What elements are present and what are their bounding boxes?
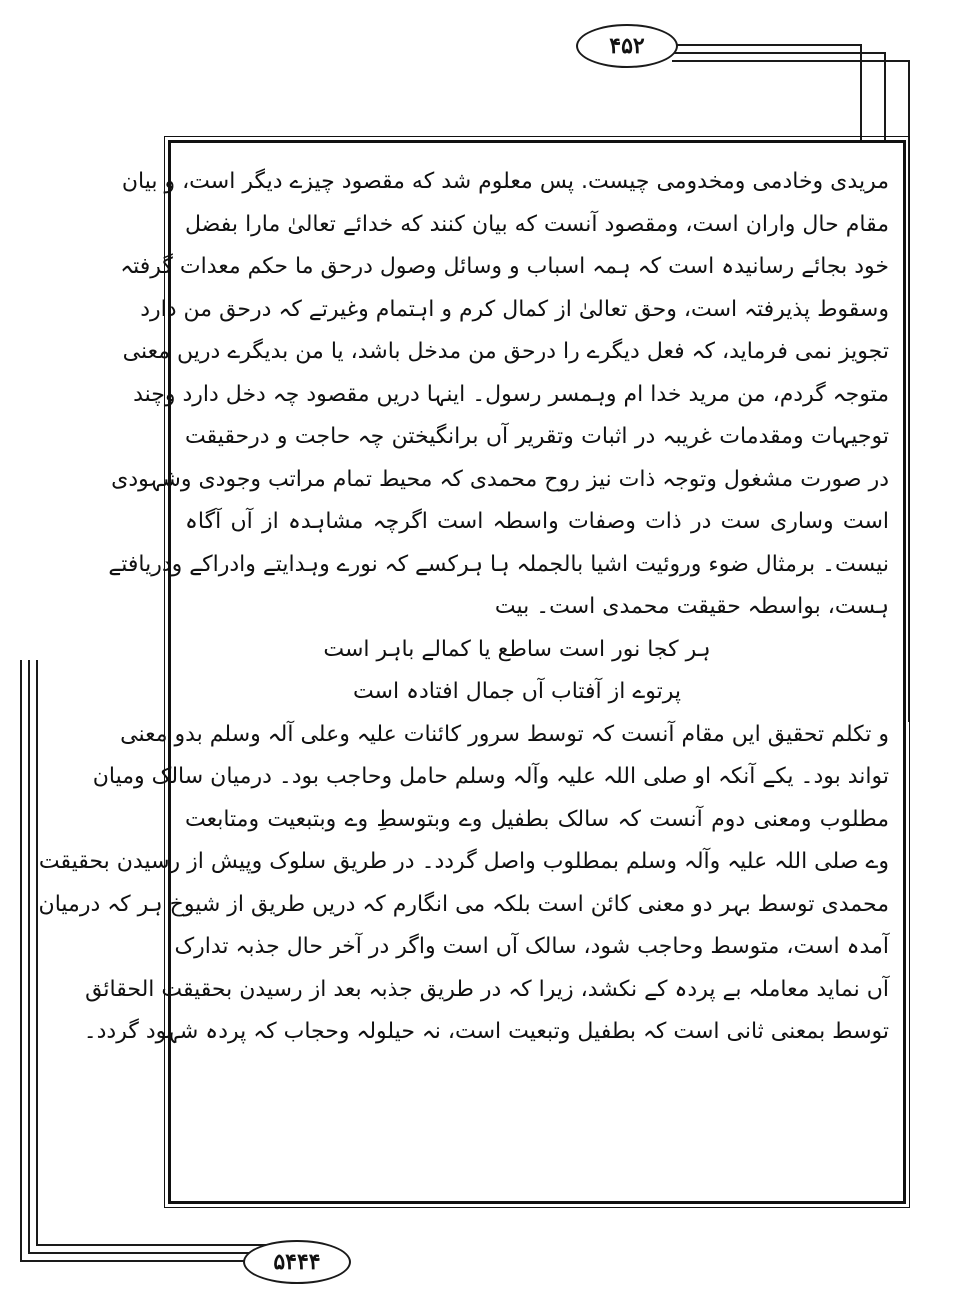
top-page-number: ۴۵۲ <box>576 24 678 68</box>
text-line-11: ہست، بواسطہ حقیقت محمدی است۔ بیت <box>494 594 889 619</box>
text-line-15: وے صلی اللہ علیہ وآلہ وسلم بمطلوب واصل گردد۔ در طریق سلوک وپیش از رسیدن بحقیقت <box>38 849 889 874</box>
text-line-16: محمدی توسط بہر دو معنی کائن است بلکہ می انگارم کہ دریں طریق از شیوخ ہر کہ درمیان <box>38 891 889 917</box>
text-line-8: در صورت مشغول وتوجہ ذات نیز روح محمدی کہ محیط تمام مراتب وجودی وشہودی <box>111 466 889 492</box>
text-line-19: توسط بمعنی ثانی است کہ بطفیل وتبعیت است، نہ حیلولہ وحجاب کہ پردہ شہود گردد۔ <box>83 1019 889 1044</box>
text-block <box>38 140 906 1204</box>
text-line-3: خود بجائے رسانیدہ است کہ ہمہ اسباب و وسائل وصول درحق ما حکم معدات گرفتہ <box>120 254 889 279</box>
text-line-2: مقام حال واران است، ومقصود آنست که بیان کنند که خدائے تعالیٰ مارا بفضل <box>185 211 889 237</box>
text-line-7: توجیہات ومقدمات غریبہ در اثبات وتقریر آں برانگیختن چہ حاجت و درحقیقت <box>185 424 889 449</box>
text-line-18: آں نماید معاملہ بے پردہ کے نکشد، زیرا کہ در طریق جذبہ بعد از رسیدن بحقیقت الحقائق <box>85 976 889 1002</box>
text-line-10: نیست۔ برمثال ضوء وروئیت اشیا بالجملہ ہا ہرکسے کہ نورے وہدایتے وادراکے ودریافتے <box>108 551 889 577</box>
text-line-9: است وساری ست در ذات وصفات واسطہ است اگرچہ مشاہدہ از آں آگاہ <box>185 509 889 534</box>
text-line-14: مطلوب ومعنی دوم آنست کہ سالک بطفیل وے وبتوسطِ وے وبتبعیت ومتابعت <box>185 806 889 832</box>
text-line-4: وسقوط پذیرفتہ است، وحق تعالیٰ از کمال کرم و اہتمام وغیرتے کہ درحق من دارد <box>140 296 889 322</box>
text-line-1: مریدی وخادمی ومخدومی چیست. پس معلوم شد که مقصود چیزے دیگر است، و بیان <box>121 169 889 194</box>
text-line-12: و تکلم تحقیق ایں مقام آنست کہ توسط سرور کائنات علیہ وعلی آلہ وسلم بدو معنی <box>120 721 889 747</box>
verse-line-1: ہر کجا نور است ساطع یا کمالے باہر است <box>323 636 711 662</box>
text-line-13: تواند بود۔ یکے آنکہ او صلی اللہ علیہ وآلہ وسلم حامل وحاجب بود۔ درمیان سالک ومیان <box>92 764 889 789</box>
verse-line-2: پرتوے از آفتاب آں جمال افتادہ است <box>352 679 682 704</box>
text-line-5: تجویز نمی فرماید، کہ فعل دیگرے را درحق من مدخل باشد، یا من بدیگرے دریں معنی <box>122 339 889 364</box>
bottom-page-number: ۵۴۴۴ <box>243 1240 351 1284</box>
text-line-6: متوجہ گردم، من مرید خدا ام وہمسر رسول۔ اینہا دریں مقصود چہ دخل دارد وچند <box>133 381 889 407</box>
text-line-17: آمدہ است، متوسط وحاجب شود، سالک آں است واگر در آخر حال جذبہ تدارک <box>174 934 889 959</box>
